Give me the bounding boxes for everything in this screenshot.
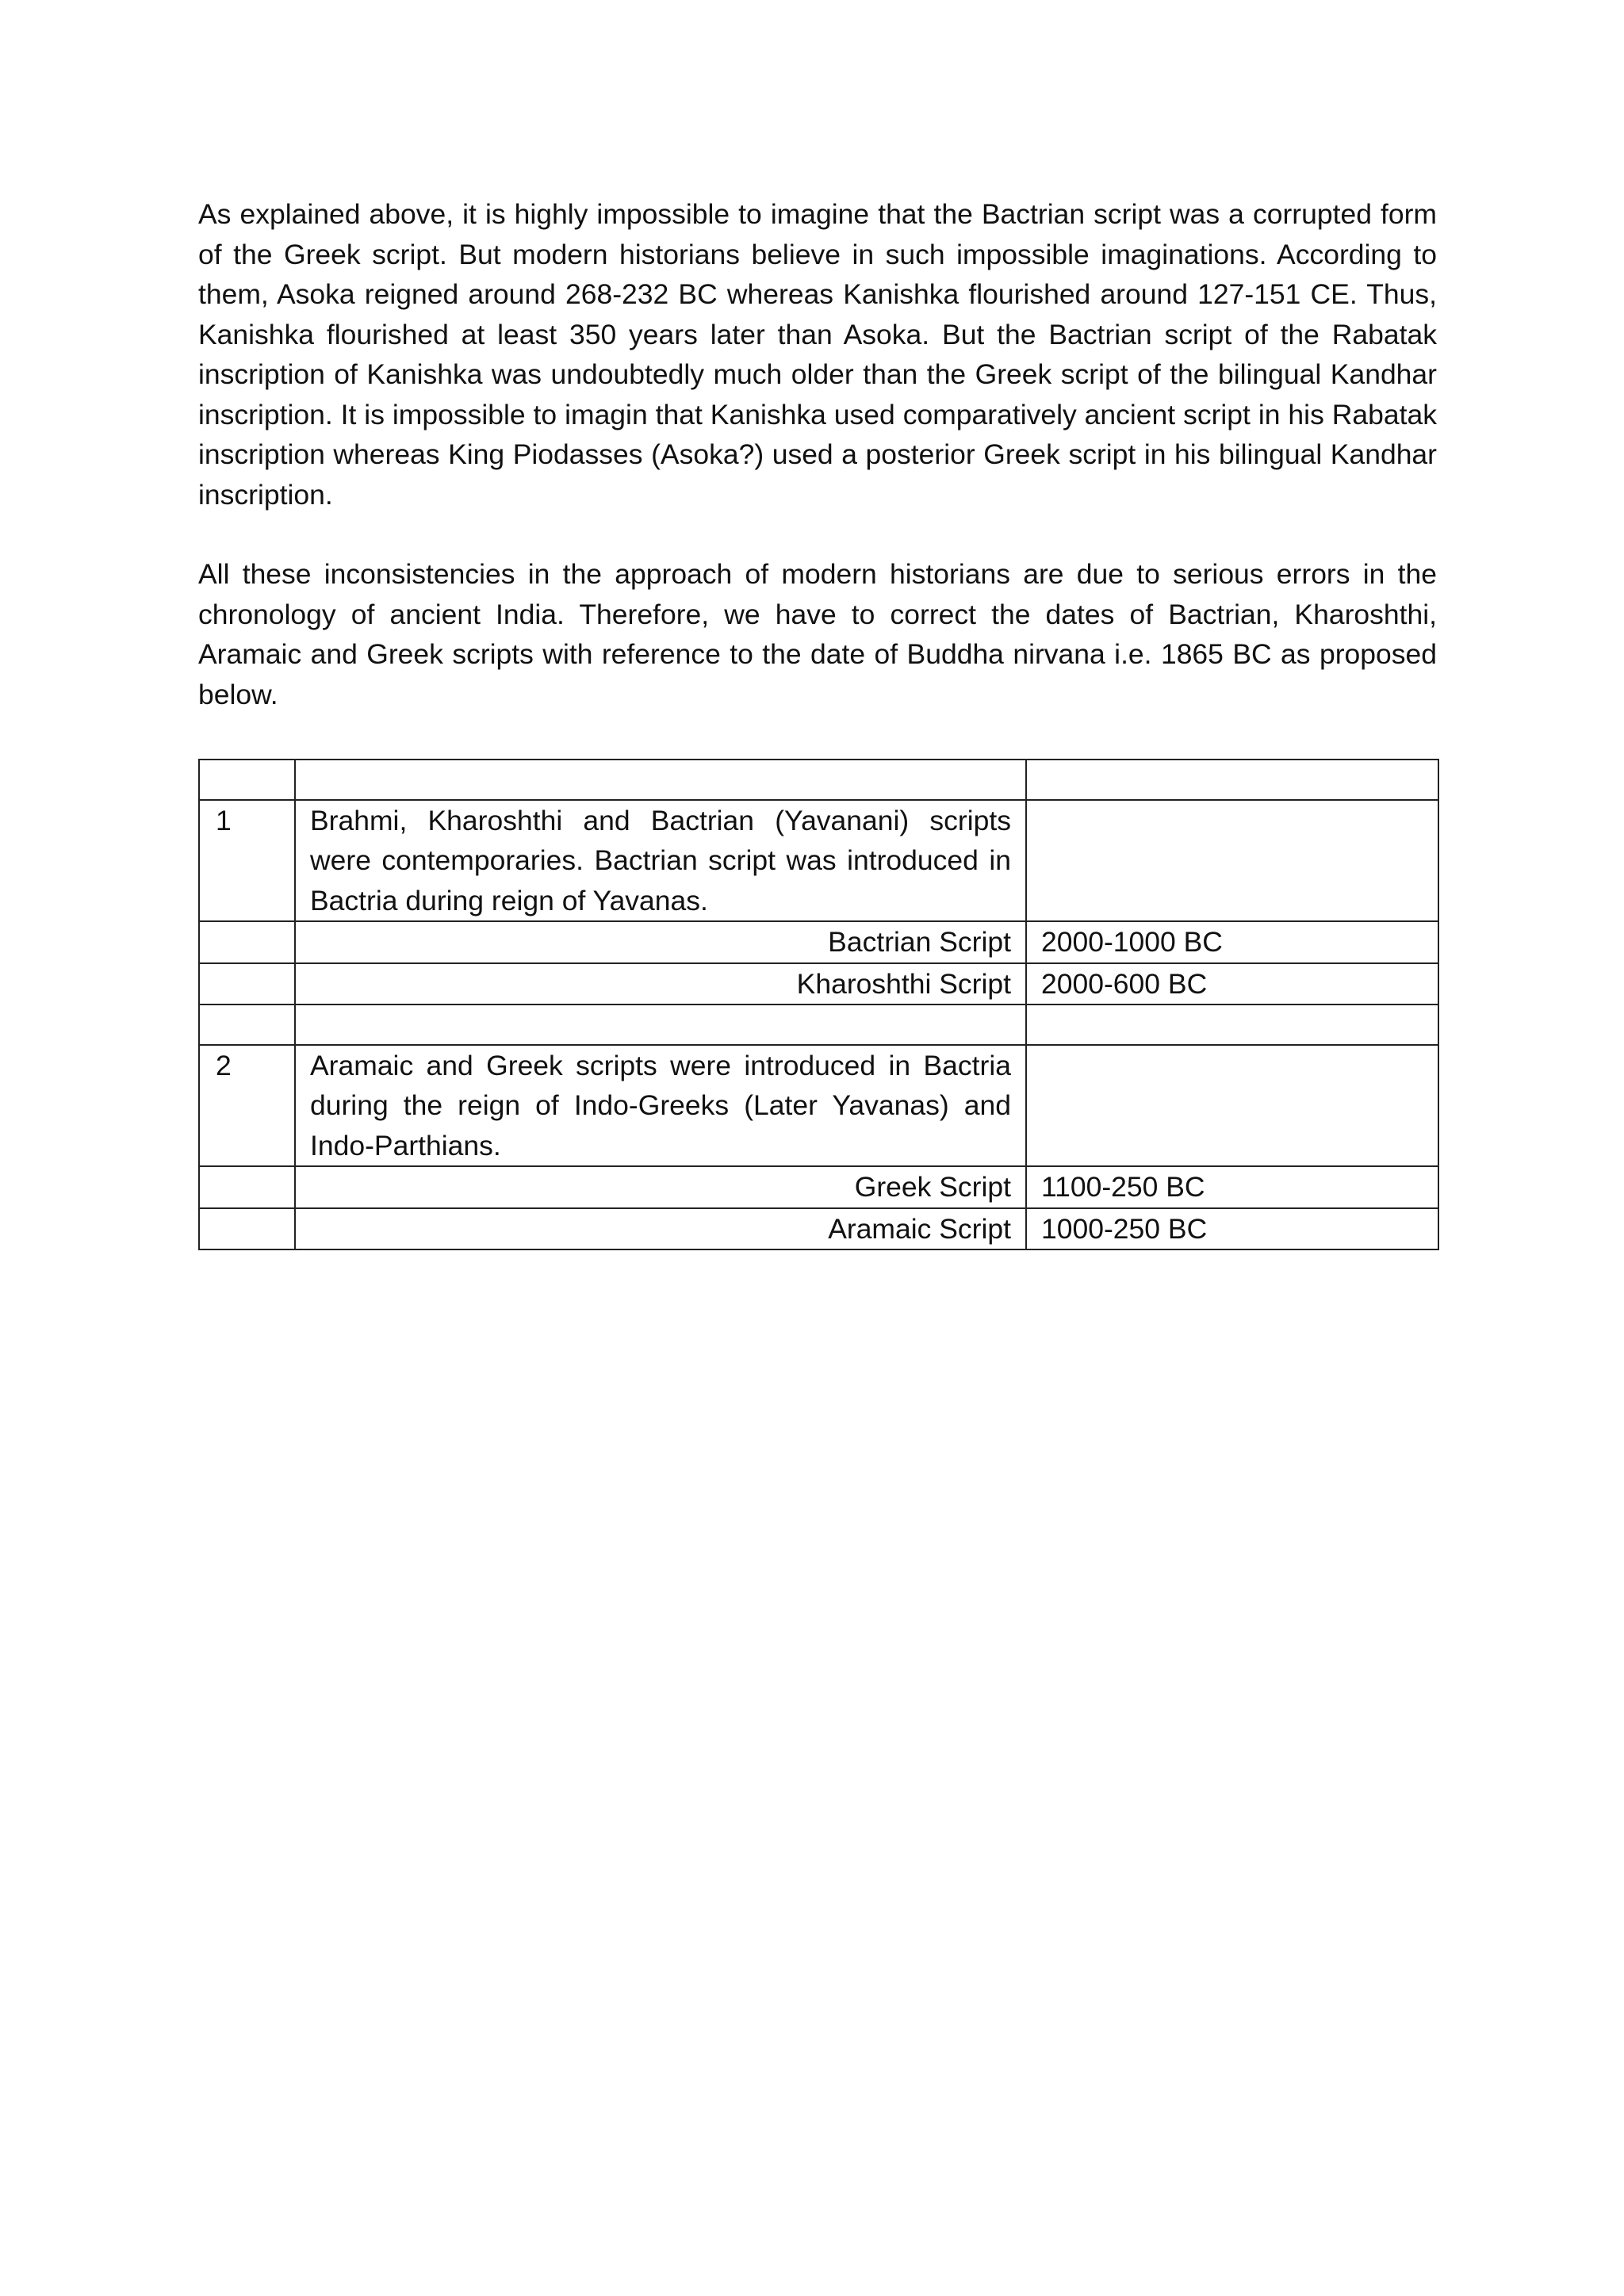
table-cell: [1026, 1045, 1438, 1167]
script-period: 2000-600 BC: [1026, 963, 1438, 1005]
script-name: Kharoshthi Script: [295, 963, 1026, 1005]
row-number: 2: [199, 1045, 295, 1167]
table-cell: [1026, 760, 1438, 800]
paragraph-1: As explained above, it is highly impossible to imagine that the Bactrian script was a corrupted form of the Greek script. But modern historians believe in such impossible imaginations. According to them, Asoka reigned around 268-232 BC whereas Kanishka flourished around 127-151 CE. Thus, Kanishka flourished at least 350 years later than Asoka. But the Bactrian script of the Rabatak inscription of Kanishka was undoubtedly much older than the Greek script of the bilingual Kandhar inscription. It is impossible to imagin that Kanishka used comparatively ancient script in his Rabatak inscription whereas King Piodasses (Asoka?) used a posterior Greek script in his bilingual Kandhar inscription.: [198, 198, 1437, 511]
table-cell: [1026, 1004, 1438, 1045]
table-cell: [199, 921, 295, 963]
row-description: Brahmi, Kharoshthi and Bactrian (Yavanani) scripts were contemporaries. Bactrian script was introduced in Bactria during reign of Yavanas.: [295, 800, 1026, 922]
paragraph-2: All these inconsistencies in the approach of modern historians are due to serious errors in the chronology of ancient India. Therefore, we have to correct the dates of Bactrian, Kharoshthi, Aramaic and Greek scripts with reference to the date of Buddha nirvana i.e. 1865 BC as proposed below.: [198, 558, 1437, 710]
script-name: Bactrian Script: [295, 921, 1026, 963]
script-period: 2000-1000 BC: [1026, 921, 1438, 963]
script-period: 1000-250 BC: [1026, 1208, 1438, 1250]
table-cell: [295, 760, 1026, 800]
document-body: [198, 194, 1437, 714]
table-row: [199, 1208, 1438, 1250]
table-row: [199, 1045, 1438, 1167]
table-cell: [199, 963, 295, 1005]
table-cell: [1026, 800, 1438, 922]
table-cell: [295, 1004, 1026, 1045]
table-row: [199, 800, 1438, 922]
table-cell: [199, 1004, 295, 1045]
table-cell: [199, 1166, 295, 1208]
table-row: [199, 921, 1438, 963]
script-name: Aramaic Script: [295, 1208, 1026, 1250]
row-description: Aramaic and Greek scripts were introduced in Bactria during the reign of Indo-Greeks (Later Yavanas) and Indo-Parthians.: [295, 1045, 1026, 1167]
table-cell: [199, 760, 295, 800]
script-chronology-table: [198, 759, 1439, 1250]
table-row: [199, 963, 1438, 1005]
script-period: 1100-250 BC: [1026, 1166, 1438, 1208]
script-name: Greek Script: [295, 1166, 1026, 1208]
table-row: [199, 760, 1438, 800]
row-number: 1: [199, 800, 295, 922]
table-row: [199, 1166, 1438, 1208]
table-row: [199, 1004, 1438, 1045]
table-cell: [199, 1208, 295, 1250]
